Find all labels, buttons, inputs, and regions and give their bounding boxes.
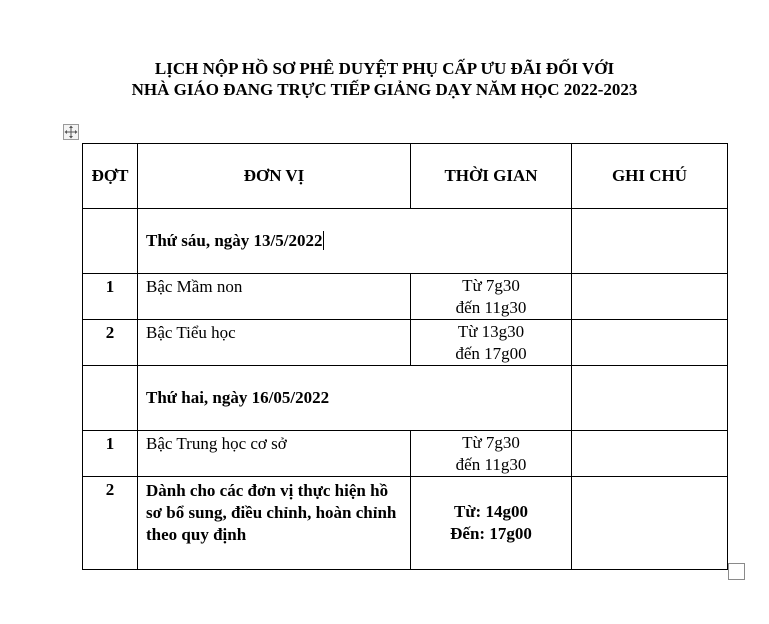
table-row	[83, 431, 728, 477]
date-row	[83, 366, 728, 431]
time-from: Từ 7g30	[462, 433, 520, 452]
date-row	[83, 209, 728, 274]
header-batch: ĐỢT	[83, 144, 138, 209]
document-title-line-1: LỊCH NỘP HỒ SƠ PHÊ DUYỆT PHỤ CẤP ƯU ĐÃI ĐỐI VỚI	[154, 59, 615, 78]
document-title-line-2: NHÀ GIÁO ĐANG TRỰC TIẾP GIẢNG DẠY NĂM HỌC 2022-2023	[131, 80, 638, 99]
table-row	[83, 320, 728, 366]
date-label: Thứ sáu, ngày 13/5/2022	[146, 231, 323, 250]
batch-number: 1	[83, 431, 138, 477]
time-cell	[411, 477, 572, 570]
table-row	[83, 274, 728, 320]
unit-name: Bậc Tiểu học	[138, 320, 411, 366]
batch-number: 1	[83, 274, 138, 320]
note-cell	[572, 274, 728, 320]
time-from: Từ 13g30	[457, 322, 525, 341]
time-to: Đến: 17g00	[450, 524, 532, 543]
date-cell-1[interactable]	[138, 209, 572, 274]
time-to: đến 11g30	[455, 455, 527, 474]
table-row	[83, 477, 728, 570]
time-from: Từ: 14g00	[454, 502, 528, 521]
header-note: GHI CHÚ	[572, 144, 728, 209]
unit-name: Dành cho các đơn vị thực hiện hồ sơ bổ sung, điều chỉnh, hoàn chỉnh theo quy định	[138, 477, 411, 570]
time-cell	[411, 274, 572, 320]
note-cell	[572, 431, 728, 477]
resize-square-icon[interactable]	[728, 563, 745, 580]
header-unit: ĐƠN VỊ	[138, 144, 411, 209]
schedule-table	[82, 143, 728, 570]
text-cursor	[323, 231, 324, 250]
batch-number: 2	[83, 477, 138, 570]
table-header-row	[83, 144, 728, 209]
date-label: Thứ hai, ngày 16/05/2022	[138, 366, 572, 431]
note-cell	[572, 320, 728, 366]
time-cell	[411, 320, 572, 366]
unit-name: Bậc Trung học cơ sở	[138, 431, 411, 477]
time-to: đến 17g00	[455, 344, 527, 363]
header-time: THỜI GIAN	[411, 144, 572, 209]
move-arrows-icon[interactable]	[63, 124, 79, 140]
batch-number: 2	[83, 320, 138, 366]
time-cell	[411, 431, 572, 477]
time-from: Từ 7g30	[462, 276, 520, 295]
time-to: đến 11g30	[455, 298, 527, 317]
unit-name: Bậc Mầm non	[138, 274, 411, 320]
note-cell	[572, 477, 728, 570]
